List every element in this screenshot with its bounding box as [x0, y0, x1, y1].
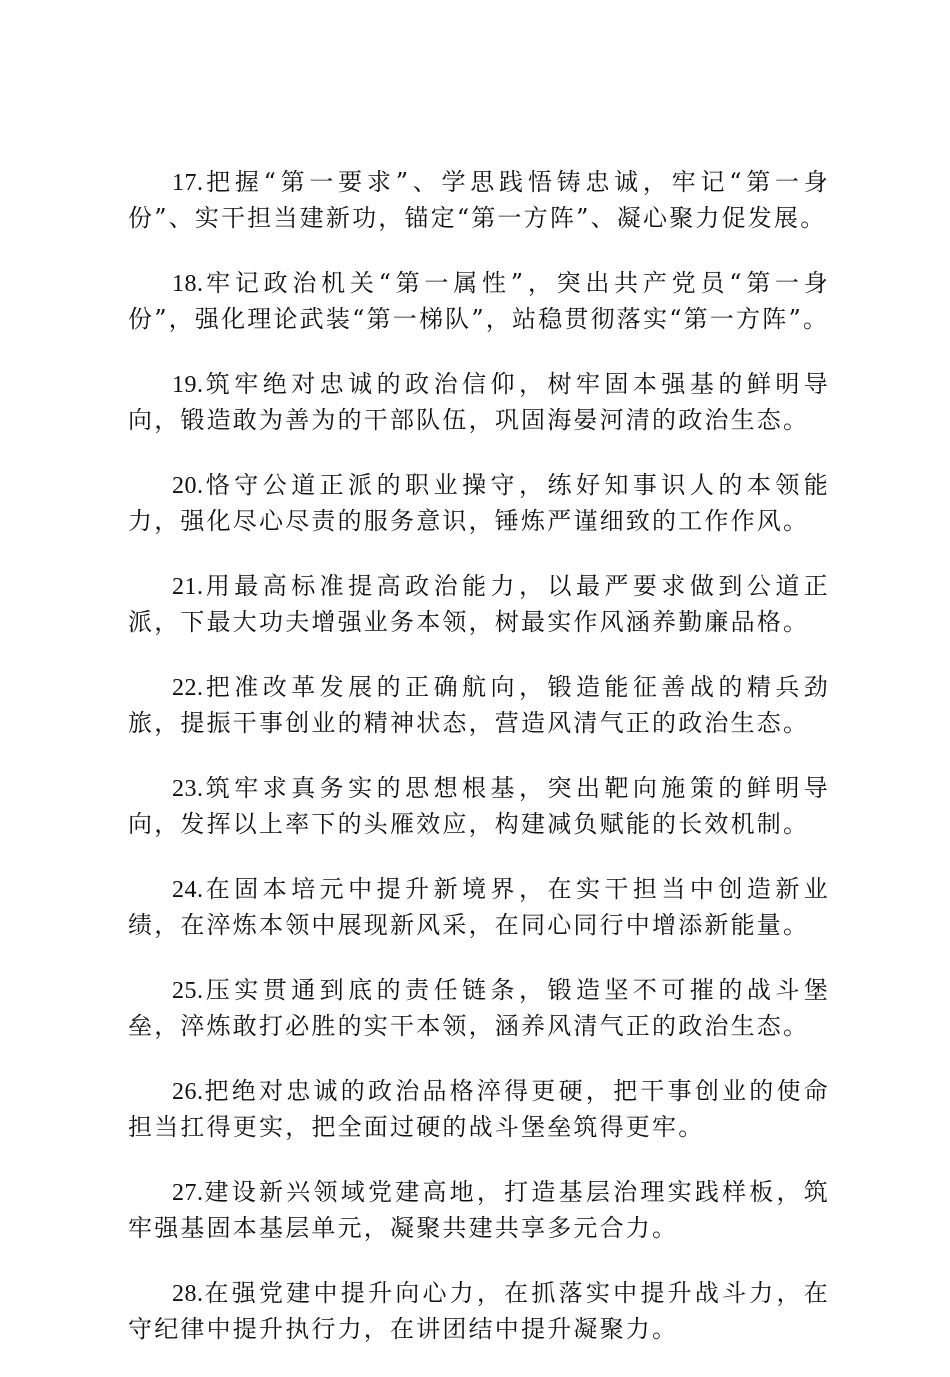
paragraph-23	[128, 771, 830, 842]
paragraph-text: 在固本培元中提升新境界，在实干担当中创造新业绩，在淬炼本领中展现新风采，在同心同行中增添新能量。	[128, 875, 830, 939]
paragraph-number: 25.	[172, 978, 204, 1004]
paragraph-text: 压实贯通到底的责任链条，锻造坚不可摧的战斗堡垒，淬炼敢打必胜的实干本领，涵养风清气正的政治生态。	[128, 976, 830, 1040]
paragraph-25	[128, 973, 830, 1044]
paragraph-number: 28.	[172, 1281, 204, 1307]
paragraph-text: 用最高标准提高政治能力，以最严要求做到公道正派，下最大功夫增强业务本领，树最实作风涵养勤廉品格。	[128, 572, 830, 636]
paragraph-number: 22.	[172, 675, 204, 701]
paragraph-text: 把准改革发展的正确航向，锻造能征善战的精兵劲旅，提振干事创业的精神状态，营造风清气正的政治生态。	[128, 673, 830, 737]
paragraph-text: 筑牢求真务实的思想根基，突出靶向施策的鲜明导向，发挥以上率下的头雁效应，构建减负赋能的长效机制。	[128, 774, 830, 838]
paragraph-18	[128, 266, 830, 337]
paragraph-22	[128, 670, 830, 741]
paragraph-26	[128, 1074, 830, 1145]
paragraph-28	[128, 1276, 830, 1347]
paragraph-17	[128, 165, 830, 236]
paragraph-21	[128, 569, 830, 640]
paragraph-text: 把握“第一要求”、学思践悟铸忠诚，牢记“第一身份”、实干担当建新功，锚定“第一方阵”、凝心聚力促发展。	[128, 168, 830, 232]
paragraph-number: 20.	[172, 473, 204, 499]
paragraph-text: 建设新兴领域党建高地，打造基层治理实践样板，筑牢强基固本基层单元，凝聚共建共享多元合力。	[128, 1178, 830, 1242]
document-body	[128, 165, 830, 1377]
paragraph-number: 17.	[172, 170, 204, 196]
paragraph-text: 筑牢绝对忠诚的政治信仰，树牢固本强基的鲜明导向，锻造敢为善为的干部队伍，巩固海晏河清的政治生态。	[128, 370, 830, 434]
paragraph-number: 27.	[172, 1180, 204, 1206]
paragraph-20	[128, 468, 830, 539]
paragraph-number: 21.	[172, 574, 204, 600]
paragraph-text: 恪守公道正派的职业操守，练好知事识人的本领能力，强化尽心尽责的服务意识，锤炼严谨细致的工作作风。	[128, 471, 830, 535]
paragraph-number: 24.	[172, 877, 204, 903]
paragraph-number: 18.	[172, 271, 204, 297]
paragraph-19	[128, 367, 830, 438]
paragraph-number: 19.	[172, 372, 204, 398]
paragraph-text: 在强党建中提升向心力，在抓落实中提升战斗力，在守纪律中提升执行力，在讲团结中提升凝聚力。	[128, 1279, 830, 1343]
paragraph-27	[128, 1175, 830, 1246]
paragraph-text: 牢记政治机关“第一属性”，突出共产党员“第一身份”，强化理论武装“第一梯队”，站稳贯彻落实“第一方阵”。	[128, 269, 830, 333]
paragraph-24	[128, 872, 830, 943]
paragraph-number: 26.	[172, 1079, 204, 1105]
paragraph-text: 把绝对忠诚的政治品格淬得更硬，把干事创业的使命担当扛得更实，把全面过硬的战斗堡垒筑得更牢。	[128, 1077, 830, 1141]
paragraph-number: 23.	[172, 776, 204, 802]
